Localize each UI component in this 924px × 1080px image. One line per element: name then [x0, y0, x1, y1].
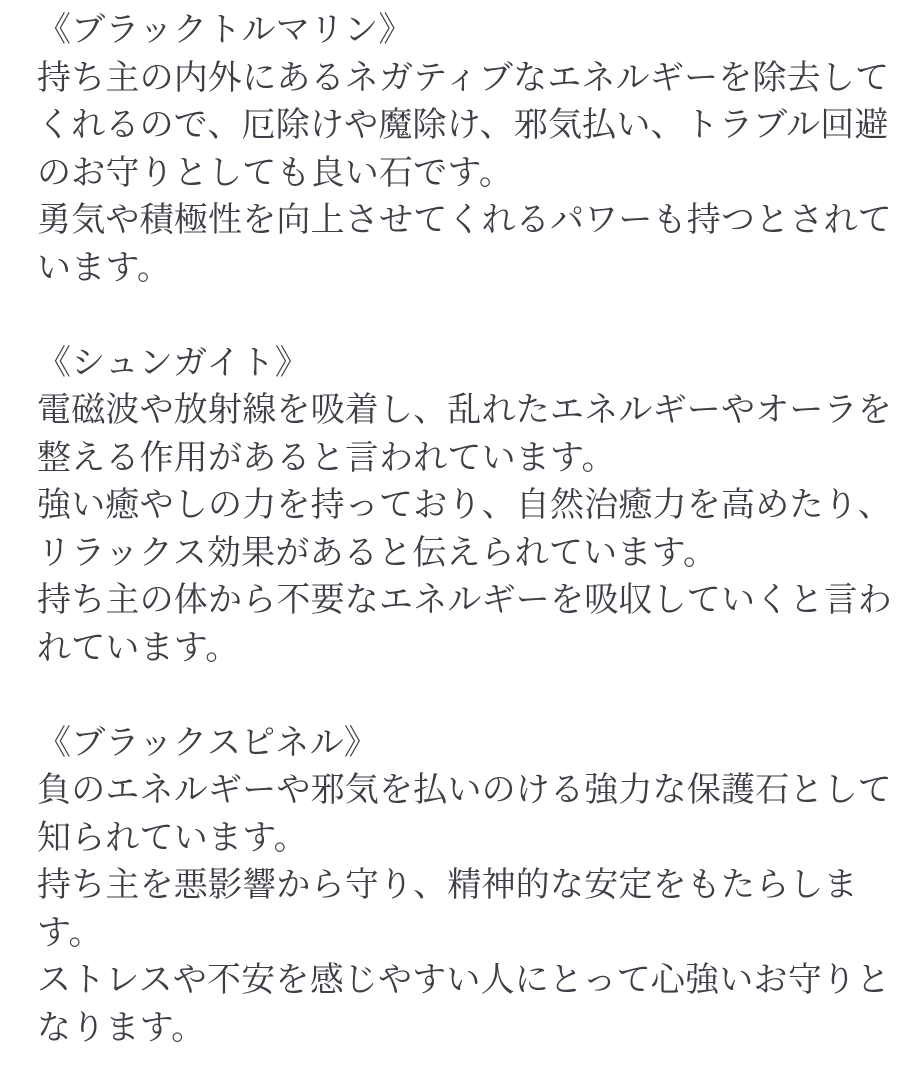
- stone-description-line: います。: [37, 248, 172, 287]
- stone-description-line: 負のエネルギーや邪気を払いのける強力な保護石として: [37, 771, 892, 809]
- stone-description-line: リラックス効果があると伝えられています。: [37, 533, 718, 572]
- stone-description-line: なります。: [37, 1008, 206, 1047]
- stone-description-line: くれるので、厄除けや魔除け、邪気払い、トラブル回避: [37, 106, 889, 144]
- stone-description-line: 整える作用があると言われています。: [37, 438, 616, 477]
- stone-description-line: のお守りとしても良い石です。: [37, 153, 514, 192]
- section-shungite: [37, 340, 896, 673]
- stone-description-line: 持ち主の内外にあるネガティブなエネルギーを除去して: [37, 58, 890, 97]
- stone-description-line: ストレスや不安を感じやすい人にとって心強いお守りと: [37, 961, 891, 999]
- stone-description-line: 持ち主の体から不要なエネルギーを吸収していくと言わ: [37, 581, 892, 619]
- stone-description-line: れています。: [37, 628, 240, 667]
- section-black-spinel: [37, 720, 896, 1053]
- stone-description-line: 強い癒やしの力を持っており、自然治癒力を高めたり、: [37, 486, 892, 524]
- stone-description-line: 勇気や積極性を向上させてくれるパワーも持つとされて: [37, 201, 892, 239]
- stone-title: 《ブラックスピネル》: [37, 723, 378, 762]
- stone-description-line: 電磁波や放射線を吸着し、乱れたエネルギーやオーラを: [37, 391, 892, 429]
- section-black-tourmaline: [37, 7, 896, 292]
- stone-description-line: 知られています。: [37, 818, 308, 857]
- stone-description-line: す。: [37, 913, 103, 952]
- stone-description-line: 持ち主を悪影響から守り、精神的な安定をもたらしま: [37, 866, 858, 904]
- stone-title: 《ブラックトルマリン》: [37, 11, 413, 49]
- stone-title: 《シュンガイト》: [37, 343, 309, 382]
